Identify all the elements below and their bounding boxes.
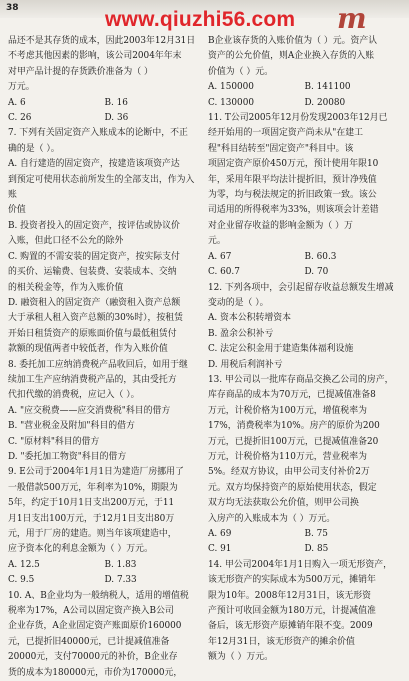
text-line: 税率为17%，A公司以固定资产换入B公司 <box>8 606 174 617</box>
answer-options-row <box>8 573 201 588</box>
answer-option: A. 12.5 <box>8 559 40 570</box>
answer-options-row <box>208 80 401 95</box>
text-line: 产预计可收回金额为180万元，计提减值准 <box>208 606 376 617</box>
text-line: 为零，均与税法规定的折旧政策一致。该公 <box>208 190 377 201</box>
text-line: C. 购置的不需安装的固定资产，按实际支付 <box>8 251 180 262</box>
answer-option: A. 67 <box>208 251 232 262</box>
text-line: 货的成本为180000元，市价为170000元， <box>8 667 183 678</box>
text-line: 限为10年。2008年12月31日，该无形资 <box>208 590 371 601</box>
text-line: A. "应交税费——应交消费税"科目的借方 <box>8 405 171 416</box>
text-line: D. "委托加工物资"科目的借方 <box>8 451 127 462</box>
answer-option: D. 7.33 <box>104 575 137 586</box>
text-line: 程"科目结转至"固定资产"科目中。该 <box>208 143 354 154</box>
text-line: B. "营业税金及附加"科目的借方 <box>8 421 135 432</box>
text-line: 11. T公司2005年12月份发现2003年12月已 <box>208 113 388 124</box>
answer-option: B. 75 <box>304 529 328 539</box>
text-line: 品还不是其存货的成本，因此2003年12月31日 <box>8 36 196 46</box>
answer-option: D. 70 <box>304 267 329 278</box>
text-line: B. 盈余公积补亏 <box>208 328 274 339</box>
text-line: 10. A、B企业均为一般纳税人，适用的增值税 <box>8 590 189 601</box>
text-line: 12. 下列各项中，会引起留存收益总额发生增减 <box>208 282 394 293</box>
text-line: 年，采用年限平均法计提折旧，预计净残值 <box>208 174 377 185</box>
text-line: 元。双方均保持资产的原始使用状态，假定 <box>208 482 377 493</box>
text-line: A. 资本公积转增资本 <box>208 313 292 324</box>
text-line: 款额的现值两者中较低者，作为入账价值 <box>8 344 168 355</box>
text-line: 价值 <box>8 205 26 216</box>
answer-option: B. 16 <box>104 97 128 108</box>
text-line: 万元，已提折旧100万元，已提减值准备20 <box>208 436 379 447</box>
text-line: 万元，计税价格为100万元，增值税率为 <box>208 405 367 416</box>
answer-option: C. 60.7 <box>208 267 240 278</box>
text-line: 项固定资产原价450万元，预计使用年限10 <box>208 159 379 170</box>
text-line: 17%，消费税率为10%。房产的原价为200 <box>208 421 380 432</box>
text-line: C. 法定公积金用于建造集体福利设施 <box>208 344 354 355</box>
left-column <box>8 34 201 681</box>
answer-option: D. 85 <box>304 544 329 555</box>
text-line: 年12月31日，该无形资产的摊余价值 <box>208 636 355 647</box>
text-line: 入房产的入账成本为（ ）万元。 <box>208 513 336 524</box>
text-line: 价值为（ ）元。 <box>208 66 273 77</box>
text-line: 20000元，支付70000元的补价，B企业存 <box>8 652 178 663</box>
text-line: 代扣代缴的消费税，应记入（ ）。 <box>8 390 140 401</box>
text-line: 月1日支出100万元，于12月1日支出80万 <box>8 513 175 524</box>
text-line: B. 投资者投入的固定资产，按评估或协议价 <box>8 220 180 231</box>
text-line: 应予资本化的利息金额为（ ）万元。 <box>8 544 153 555</box>
text-line: 确的是（ ）。 <box>8 143 60 154</box>
text-line: 对企业留存收益的影响金额为（ ）万 <box>208 220 353 231</box>
text-line: 续加工生产应纳消费税产品的，其由受托方 <box>8 374 177 385</box>
text-line: A. 自行建造的固定资产，按建造该项资产达 <box>8 159 180 170</box>
text-line: 元，用于厂房的建造。则当年该项建造中， <box>8 529 177 539</box>
text-line: 元，已提折旧40000元，已计提减值准备 <box>8 636 170 647</box>
text-line: 14. 甲公司2004年1月1日购入一项无形资产， <box>208 559 392 570</box>
text-line: 5%。经双方协议，由甲公司支付补价2万 <box>208 467 370 478</box>
answer-options-row <box>8 111 201 126</box>
text-line: 该无形资产的实际成本为500万元，摊销年 <box>208 575 376 586</box>
text-line: B企业该存货的入账价值为（ ）元。资产认 <box>208 36 378 46</box>
text-line: 元。 <box>208 236 226 247</box>
text-line: 万元，计税价格为110万元，营业税率为 <box>208 451 367 462</box>
text-line: 入账，但此口径不公允的除外 <box>8 236 124 247</box>
text-line: 库存商品的成本为70万元，已提减值准备8 <box>208 390 376 401</box>
answer-option: D. 20080 <box>304 97 346 108</box>
answer-options-row <box>208 96 401 111</box>
text-line: 企业存货，A企业固定资产账面原价160000 <box>8 621 182 632</box>
answer-option: C. 130000 <box>208 97 254 108</box>
answer-option: A. 69 <box>208 529 232 539</box>
text-line: 备后，该无形资产原摊销年限不变。2009 <box>208 621 373 632</box>
text-line: 9. E公司于2004年1月1日为建造厂房挪用了 <box>8 467 184 478</box>
answer-options-row <box>208 265 401 280</box>
publisher-logo: m <box>337 2 367 35</box>
text-line: 对甲产品计提的存货跌价准备为（ ） <box>8 66 153 77</box>
answer-option: D. 36 <box>104 113 129 124</box>
answer-options-row <box>208 250 401 265</box>
text-line: 司适用的所得税率为33%，则该项会计差错 <box>208 205 379 216</box>
answer-option: B. 141100 <box>304 82 351 93</box>
right-column <box>208 34 401 666</box>
text-line: 大于承租人租入资产总额的30%时），按租赁 <box>8 313 184 324</box>
text-line: 开始日租赁资产的原账面价值与最低租赁付 <box>8 328 177 339</box>
text-line: D. 融资租入的固定资产（融资租入资产总额 <box>8 297 181 308</box>
text-line: 7. 下列有关固定资产入账成本的论断中，不正 <box>8 128 188 139</box>
text-line: 额为（ ）万元。 <box>208 652 273 663</box>
answer-option: B. 60.3 <box>304 251 337 262</box>
text-line: 8. 委托加工应纳消费税产品收回后，如用于继 <box>8 359 188 370</box>
site-watermark: www.qiuzhi56.com <box>105 8 296 31</box>
text-line: 的买价、运输费、包装费、安装成本、交纳 <box>8 267 177 278</box>
answer-option: A. 6 <box>8 97 26 108</box>
text-line: 5年，约定于10月1日支出200万元，于11 <box>8 498 175 509</box>
answer-options-row <box>208 527 401 542</box>
text-line: D. 用税后利润补亏 <box>208 359 283 370</box>
text-line: 经开始用的一项固定资产尚未从"在建工 <box>208 128 363 139</box>
text-line: 万元。 <box>8 82 35 93</box>
answer-option: A. 150000 <box>208 82 254 93</box>
text-line: C. "原材料"科目的借方 <box>8 436 100 447</box>
text-line: 变动的是（ ）。 <box>208 297 269 308</box>
answer-options-row <box>8 558 201 573</box>
text-line: 的相关税金等，作为入账价值 <box>8 282 124 293</box>
answer-options-row <box>208 542 401 557</box>
text-line: 不考虑其他因素的影响，该公司2004年年末 <box>8 51 182 62</box>
text-line: 13. 甲公司以一批库存商品交换乙公司的房产， <box>208 374 394 385</box>
answer-option: C. 9.5 <box>8 575 35 586</box>
page-number: 38 <box>6 3 19 13</box>
text-line: 到预定可使用状态前所发生的全部支出，作为入账 <box>8 174 195 201</box>
text-line: 一般借款500万元，年利率为10%，期限为 <box>8 482 178 493</box>
answer-option: C. 91 <box>208 544 232 555</box>
answer-options-row <box>8 96 201 111</box>
text-line: 双方均无法获取公允价值，则甲公司换 <box>208 498 359 509</box>
answer-option: B. 1.83 <box>104 559 137 570</box>
answer-option: C. 26 <box>8 113 32 124</box>
text-line: 资产的公允价值，则A企业换入存货的入账 <box>208 51 375 62</box>
